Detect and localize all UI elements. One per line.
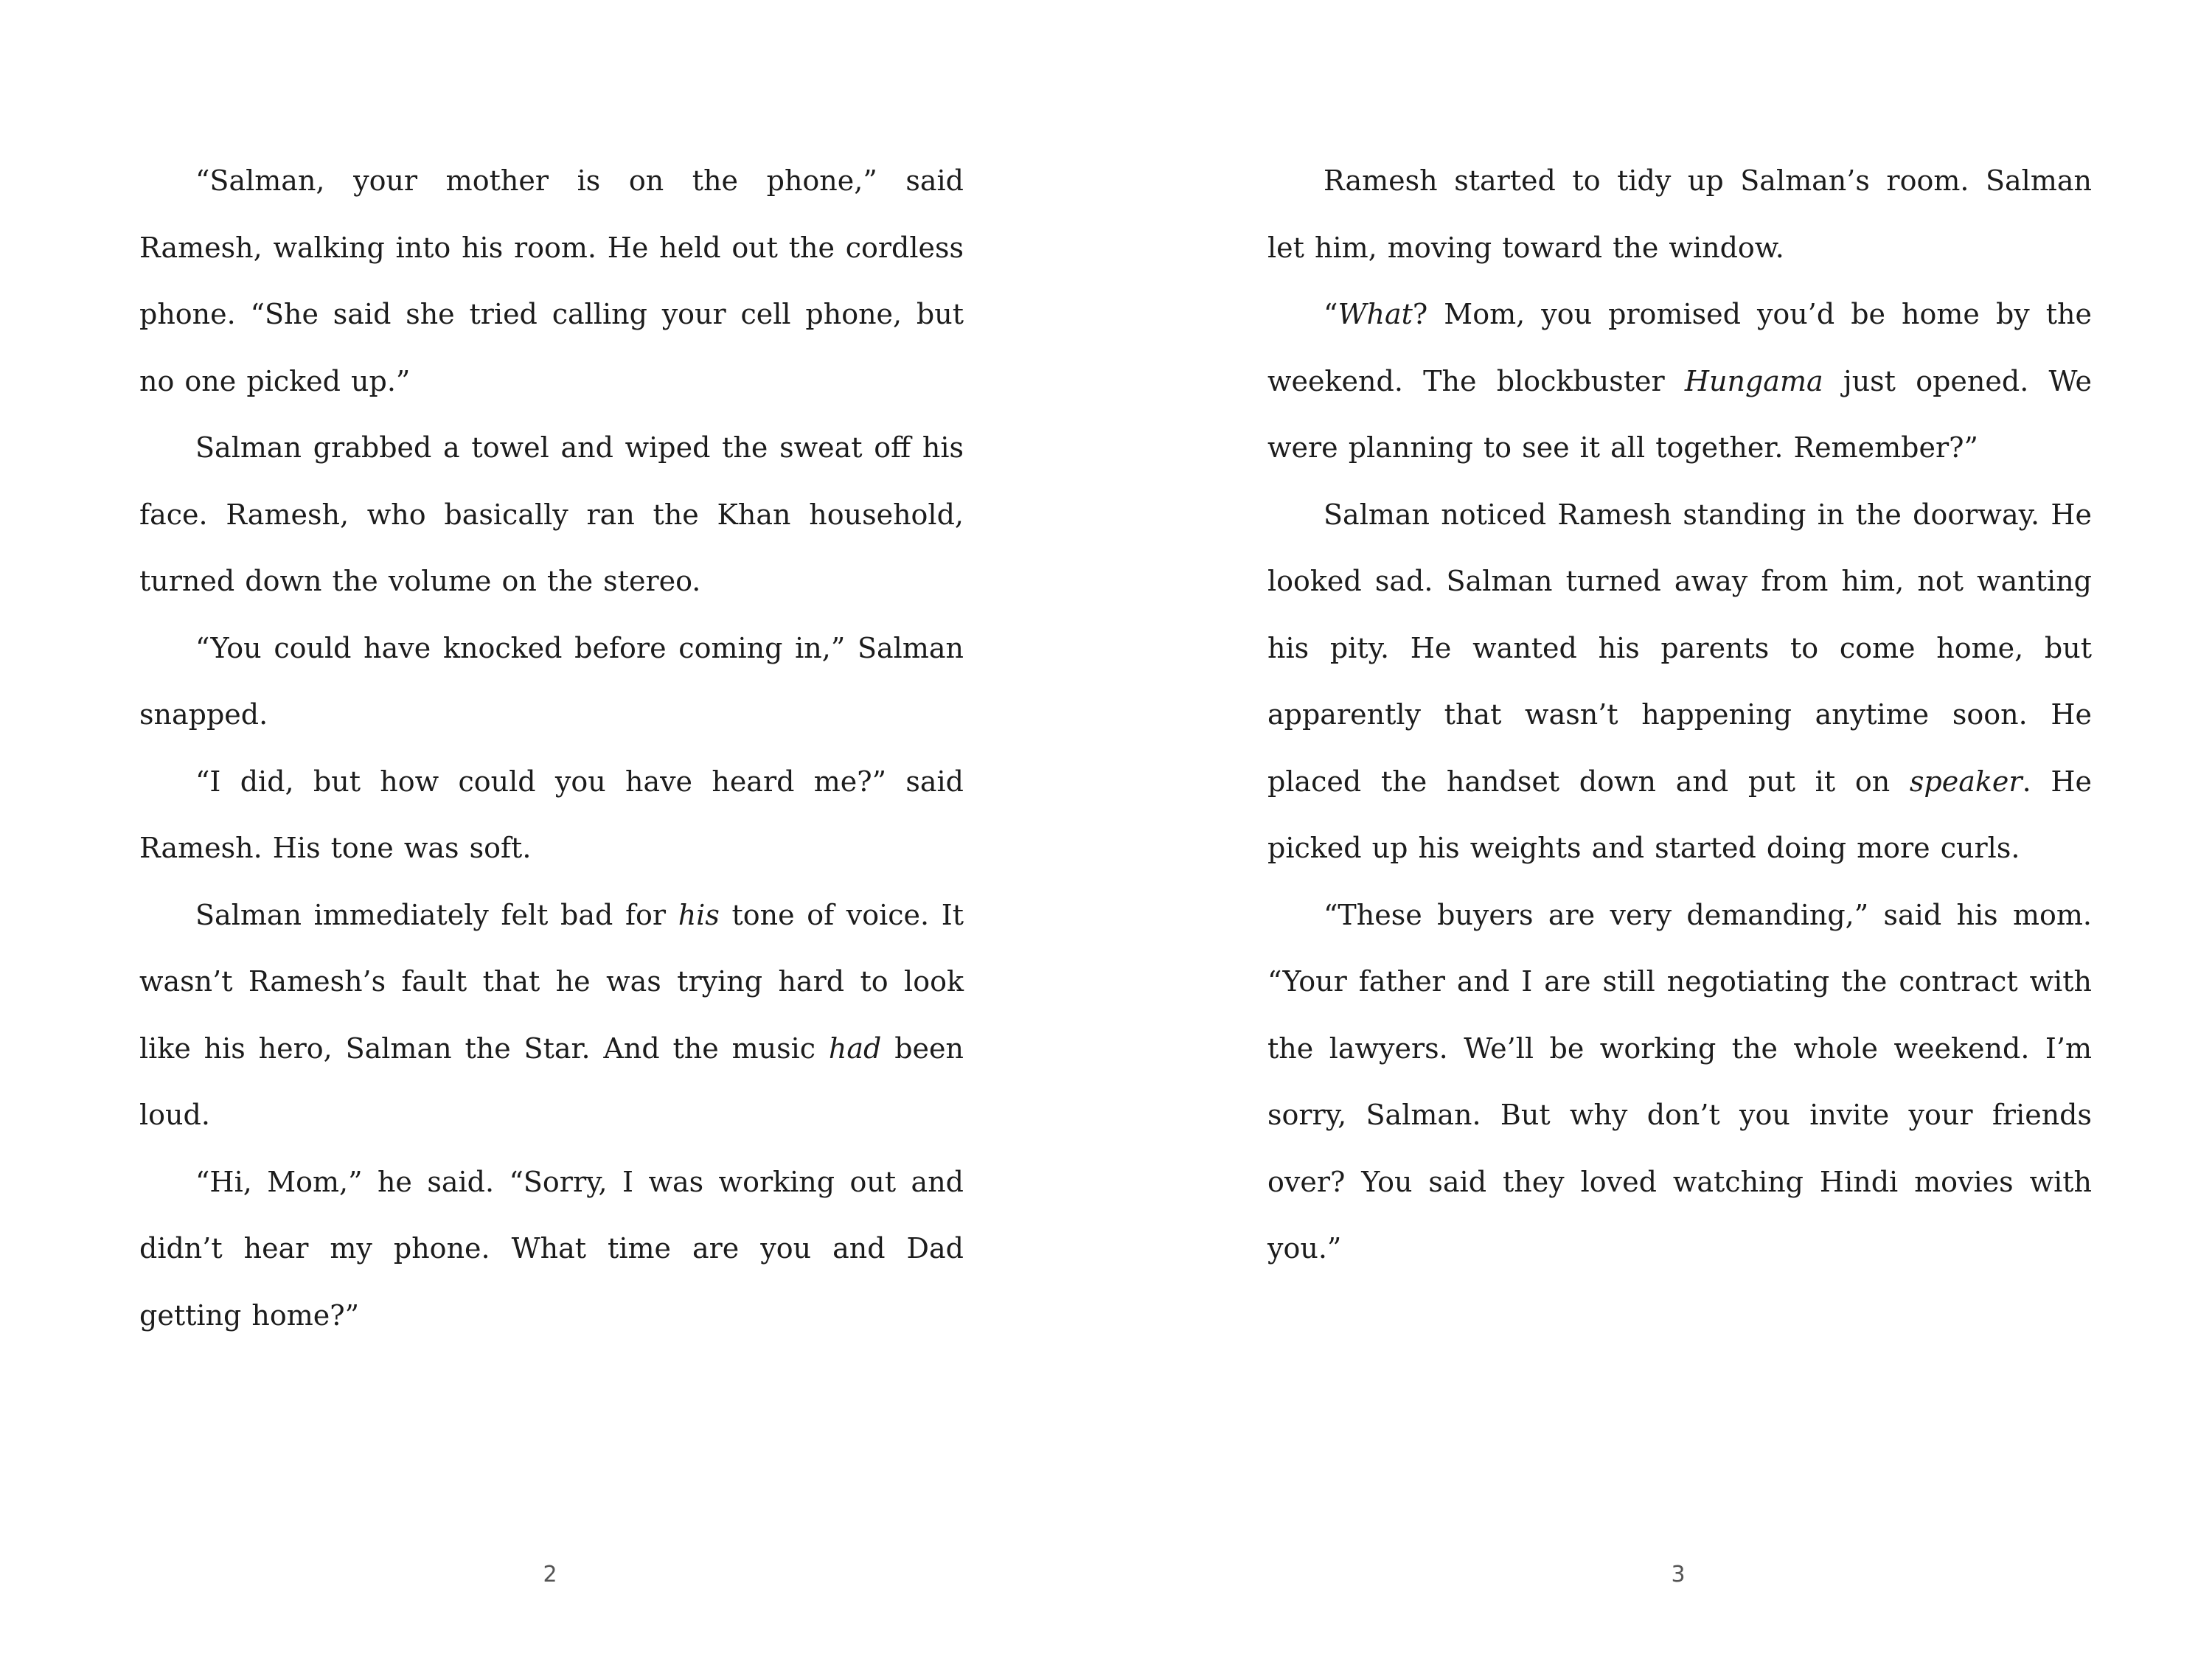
paragraph-text: Salman immediately felt bad for — [195, 898, 678, 931]
italic-text: had — [828, 1032, 882, 1065]
body-paragraph — [139, 414, 964, 615]
body-paragraph — [139, 615, 964, 748]
paragraph-text: “These buyers are very demanding,” said his mom. “Your father and I are still negotiating the contract with the lawyers. We’ll be working the whole weekend. I’m sorry, Salman. But why don’t you invite your friends over? You said they loved watching Hindi movies with you.” — [1267, 898, 2092, 1265]
paragraph-text: just opened. We were planning to see it all together. Remember?” — [1267, 364, 2092, 464]
body-paragraph — [139, 1149, 964, 1349]
paragraph-text: “Hi, Mom,” he said. “Sorry, I was working out and didn’t hear my phone. What time are you and Dad getting home?” — [139, 1165, 964, 1332]
paragraph-text: Salman noticed Ramesh standing in the doorway. He looked sad. Salman turned away from him, not wanting his pity. He wanted his parents to come home, but apparently that wasn’t happening anytime soon. He placed the handset down and put it on — [1267, 498, 2092, 798]
italic-text: What — [1338, 298, 1413, 330]
paragraph-text: tone of voice. It wasn’t Ramesh’s fault that he was trying hard to look like his hero, Salman the Star. And the music — [139, 898, 964, 1065]
italic-text: Hungama — [1684, 364, 1823, 397]
paragraph-text: Salman grabbed a towel and wiped the sweat off his face. Ramesh, who basically ran the Khan household, turned down the volume on the stereo. — [139, 431, 964, 597]
italic-text: his — [678, 898, 720, 931]
body-paragraph — [1267, 481, 2092, 882]
body-paragraph — [139, 882, 964, 1149]
page-number-left: 2 — [543, 1562, 557, 1587]
paragraph-text: “You could have knocked before coming in,” Salman snapped. — [139, 631, 964, 731]
body-paragraph — [139, 147, 964, 414]
italic-text: speaker — [1909, 765, 2023, 798]
right-page — [1267, 147, 2092, 1475]
paragraph-text: Ramesh started to tidy up Salman’s room. Salman let him, moving toward the window. — [1267, 164, 2092, 264]
body-paragraph — [1267, 281, 2092, 481]
paragraph-text: ? Mom, you promised you’d be home by the weekend. The blockbuster — [1267, 298, 2092, 397]
paragraph-text: “ — [1324, 298, 1338, 330]
paragraph-text: been loud. — [139, 1032, 964, 1131]
body-paragraph — [1267, 882, 2092, 1282]
body-paragraph — [139, 748, 964, 882]
paragraph-text: . He picked up his weights and started doing more curls. — [1267, 765, 2092, 864]
paragraph-text: “Salman, your mother is on the phone,” said Ramesh, walking into his room. He held out the cordless phone. “She said she tried calling your cell phone, but no one picked up.” — [139, 164, 964, 397]
paragraph-text: “I did, but how could you have heard me?” said Ramesh. His tone was soft. — [139, 765, 964, 864]
left-page — [139, 147, 964, 1475]
page-number-right: 3 — [1671, 1562, 1686, 1587]
body-paragraph — [1267, 147, 2092, 281]
